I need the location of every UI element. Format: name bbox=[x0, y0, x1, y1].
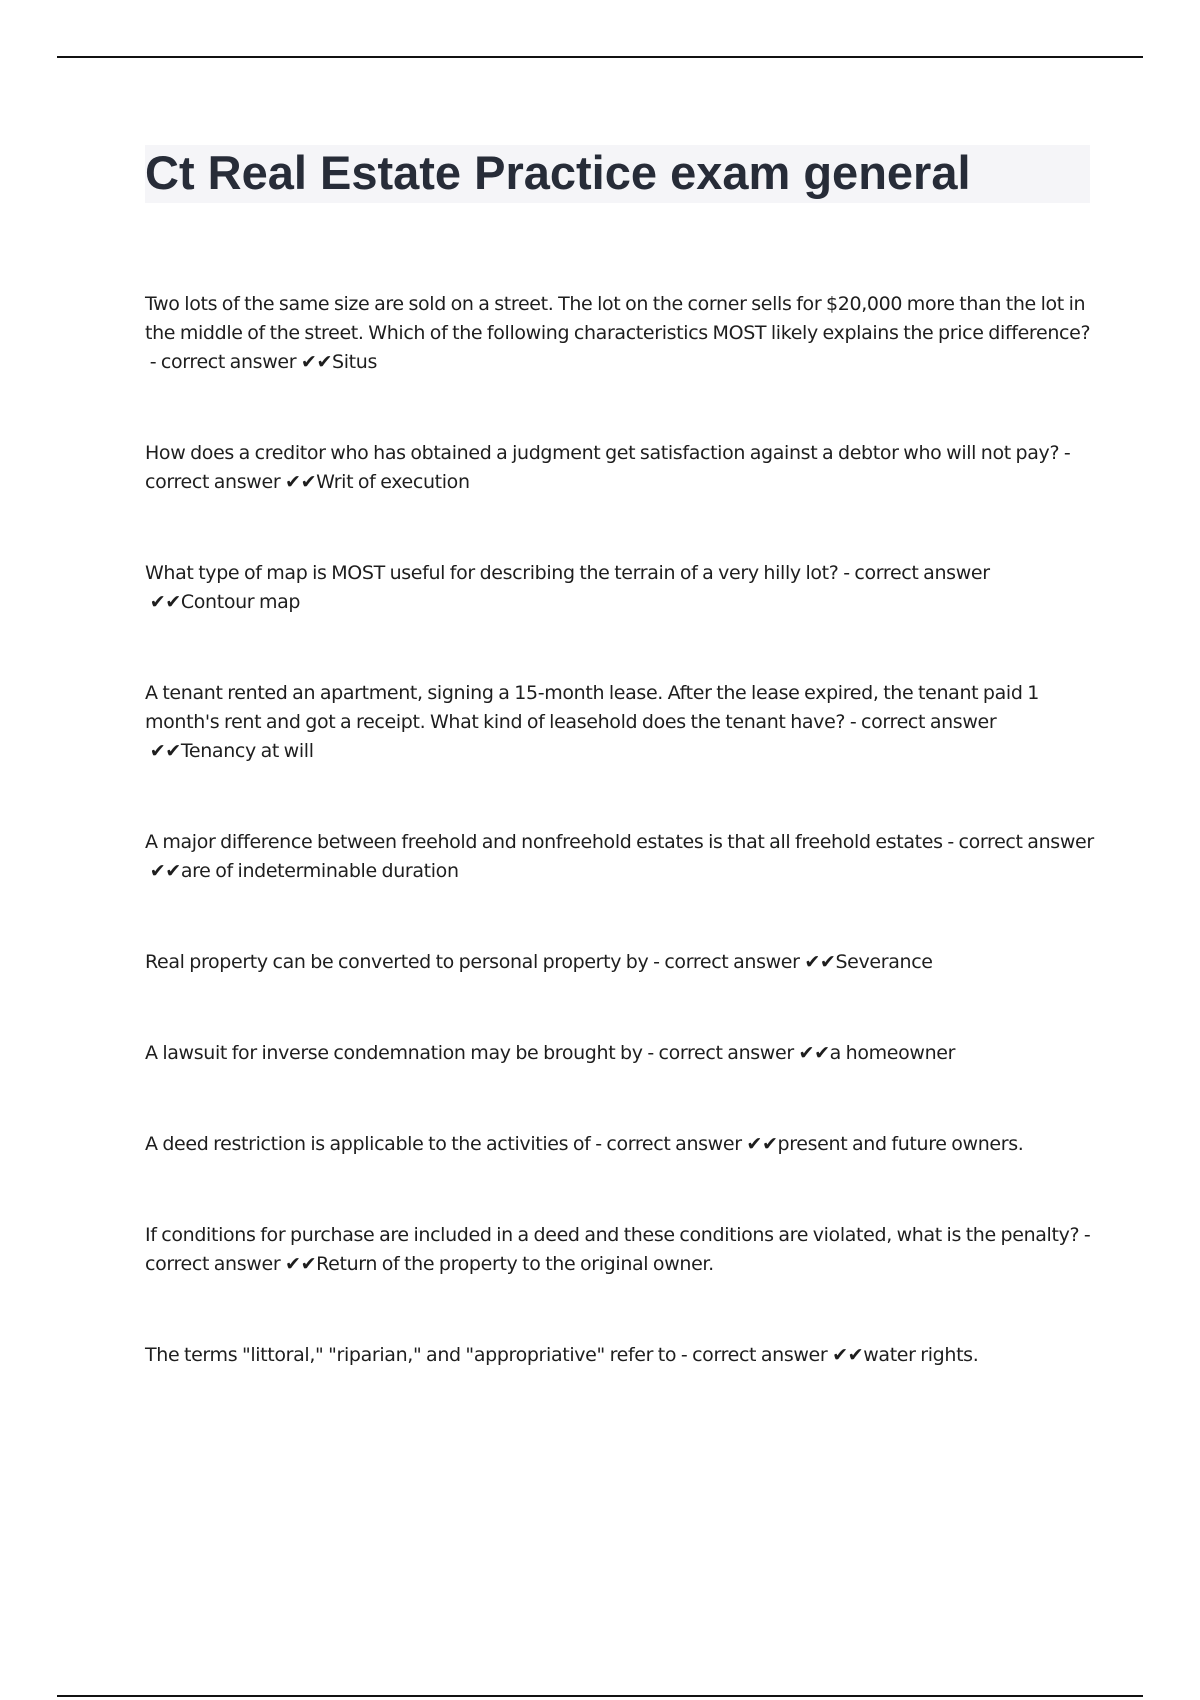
answer-text: water rights. bbox=[863, 1344, 979, 1366]
question-text: A deed restriction is applicable to the activities of bbox=[145, 1133, 591, 1155]
qa-item bbox=[145, 948, 1095, 977]
answer-marker: - correct answer bbox=[680, 1344, 828, 1366]
check-mark-icon: ✔✔ bbox=[746, 1133, 778, 1155]
question-text: How does a creditor who has obtained a judgment get satisfaction against a debtor who will not pay? bbox=[145, 442, 1060, 464]
question-text: Real property can be converted to personal property by bbox=[145, 951, 649, 973]
question-text: A major difference between freehold and nonfreehold estates is that all freehold estates bbox=[145, 831, 943, 853]
answer-marker: - correct answer bbox=[653, 951, 800, 973]
question-text: The terms "littoral," "riparian," and "appropriative" refer to bbox=[145, 1344, 677, 1366]
answer-marker: - correct answer bbox=[145, 1224, 1091, 1275]
answer-marker: - correct answer bbox=[647, 1042, 794, 1064]
qa-item bbox=[145, 1341, 1095, 1370]
answer-text: Severance bbox=[835, 951, 933, 973]
answer-marker: - correct answer bbox=[947, 831, 1094, 853]
answer-text: Contour map bbox=[180, 591, 301, 613]
check-mark-icon: ✔✔ bbox=[285, 1253, 317, 1275]
check-mark-icon: ✔✔ bbox=[149, 740, 181, 762]
qa-item bbox=[145, 679, 1095, 766]
answer-marker: - correct answer bbox=[145, 442, 1071, 493]
question-text: A tenant rented an apartment, signing a 15-month lease. After the lease expired, the tenant paid 1 month's rent and got a receipt. What kind of leasehold does the tenant have? bbox=[145, 682, 1039, 733]
answer-marker: - correct answer bbox=[149, 351, 297, 373]
qa-item bbox=[145, 439, 1095, 497]
top-rule bbox=[57, 56, 1143, 58]
qa-item bbox=[145, 1039, 1095, 1068]
answer-text: are of indeterminable duration bbox=[180, 860, 459, 882]
check-mark-icon: ✔✔ bbox=[300, 351, 333, 373]
question-text: If conditions for purchase are included in a deed and these conditions are violated, what is the penalty? bbox=[145, 1224, 1080, 1246]
bottom-rule bbox=[57, 1695, 1143, 1697]
check-mark-icon: ✔✔ bbox=[798, 1042, 830, 1064]
check-mark-icon: ✔✔ bbox=[832, 1344, 864, 1366]
answer-marker: - correct answer bbox=[849, 711, 997, 733]
check-mark-icon: ✔✔ bbox=[804, 951, 836, 973]
answer-text: Return of the property to the original owner. bbox=[316, 1253, 714, 1275]
answer-marker: - correct answer bbox=[595, 1133, 742, 1155]
qa-item bbox=[145, 290, 1095, 377]
check-mark-icon: ✔✔ bbox=[149, 591, 181, 613]
check-mark-icon: ✔✔ bbox=[285, 471, 317, 493]
qa-item bbox=[145, 828, 1095, 886]
page-title: Ct Real Estate Practice exam general bbox=[145, 146, 971, 199]
question-text: Two lots of the same size are sold on a street. The lot on the corner sells for $20,000 more than the lot in the middle of the street. Which of the following characteristics MOST likely explains the price difference? bbox=[145, 293, 1091, 344]
answer-text: Situs bbox=[332, 351, 378, 373]
answer-text: present and future owners. bbox=[777, 1133, 1024, 1155]
qa-item bbox=[145, 1130, 1095, 1159]
question-text: What type of map is MOST useful for describing the terrain of a very hilly lot? bbox=[145, 562, 839, 584]
answer-text: Writ of execution bbox=[316, 471, 470, 493]
qa-list bbox=[145, 290, 1095, 1432]
qa-item bbox=[145, 1221, 1095, 1279]
check-mark-icon: ✔✔ bbox=[149, 860, 181, 882]
qa-item bbox=[145, 559, 1095, 617]
answer-text: a homeowner bbox=[829, 1042, 956, 1064]
question-text: A lawsuit for inverse condemnation may be brought by bbox=[145, 1042, 643, 1064]
answer-text: Tenancy at will bbox=[180, 740, 314, 762]
answer-marker: - correct answer bbox=[843, 562, 990, 584]
